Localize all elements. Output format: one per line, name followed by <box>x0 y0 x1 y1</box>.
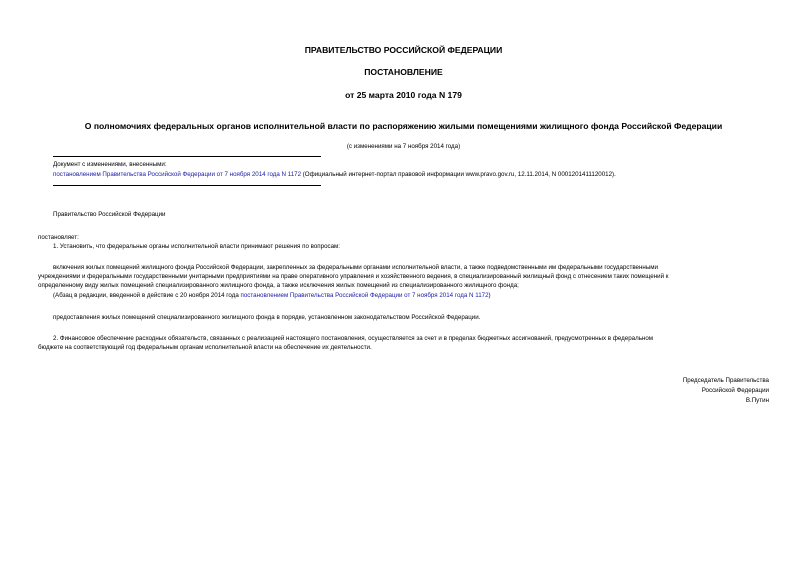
item-2-line-1: 2. Финансовое обеспечение расходных обязательств, связанных с реализацией настоящего постановления, осуществляется за счет и в пределах бюджетных ассигнований, предусмотренных в федеральном <box>53 335 654 342</box>
amendments-divider-bottom <box>53 185 321 186</box>
item-1: 1. Установить, что федеральные органы исполнительной власти принимают решения по вопросам: <box>53 243 341 250</box>
amendments-intro: Документ с изменениями, внесенными: <box>53 161 167 168</box>
resolves-line: постановляет: <box>38 234 79 241</box>
date-number-heading: от 25 марта 2010 года N 179 <box>345 90 462 100</box>
amendments-divider-top <box>53 156 321 157</box>
item-1b: предоставления жилых помещений специализированного жилищного фонда в порядке, установленном законодательством Российской Федерации. <box>53 314 481 321</box>
doc-type-heading: ПОСТАНОВЛЕНИЕ <box>364 67 443 77</box>
signature-line-3: В.Путин <box>745 397 769 404</box>
amendment-source: (Официальный интернет-портал правовой информации www.pravo.gov.ru, 12.11.2014, N 0001201411120012). <box>301 171 616 178</box>
item-1a-line-2: учреждениями и федеральными государственными унитарными предприятиями на праве оперативного управления и хозяйственного ведения, в специализированный жилищный фонд с отнесением таких помещений к <box>38 273 669 280</box>
revision-note: (с изменениями на 7 ноября 2014 года) <box>346 143 461 150</box>
item-2-line-2: бюджете на соответствующий год федеральным органам исполнительной власти на обеспечение их деятельности. <box>38 344 372 351</box>
signature-line-1: Председатель Правительства <box>682 377 769 384</box>
item-1a-note-suffix: ) <box>488 292 491 299</box>
amendment-link[interactable]: постановлением Правительства Российской Федерации от 7 ноября 2014 года N 1172 <box>53 171 302 178</box>
item-1a-note-prefix: (Абзац в редакции, введенной в действие с 20 ноября 2014 года <box>53 292 241 299</box>
item-1a-line-3: определенному виду жилых помещений специализированного жилищного фонда, а также исключения жилых помещений из специализированного жилищного фонда; <box>38 282 519 289</box>
document-title: О полномочиях федеральных органов исполнительной власти по распоряжению жилыми помещениями жилищного фонда Российской Федерации <box>84 121 723 131</box>
item-1a-line-1: включения жилых помещений жилищного фонда Российской Федерации, закрепленных за федеральными органами исполнительной власти, а также подведомственными им федеральными государственными <box>53 264 658 271</box>
government-line: Правительство Российской Федерации <box>53 211 166 218</box>
item-1a-note <box>53 291 491 300</box>
signature-line-2: Российской Федерации <box>701 387 769 394</box>
amendments-line <box>53 170 616 179</box>
government-heading: ПРАВИТЕЛЬСТВО РОССИЙСКОЙ ФЕДЕРАЦИИ <box>304 45 503 55</box>
item-1a-note-link[interactable]: постановлением Правительства Российской Федерации от 7 ноября 2014 года N 1172 <box>240 292 489 299</box>
